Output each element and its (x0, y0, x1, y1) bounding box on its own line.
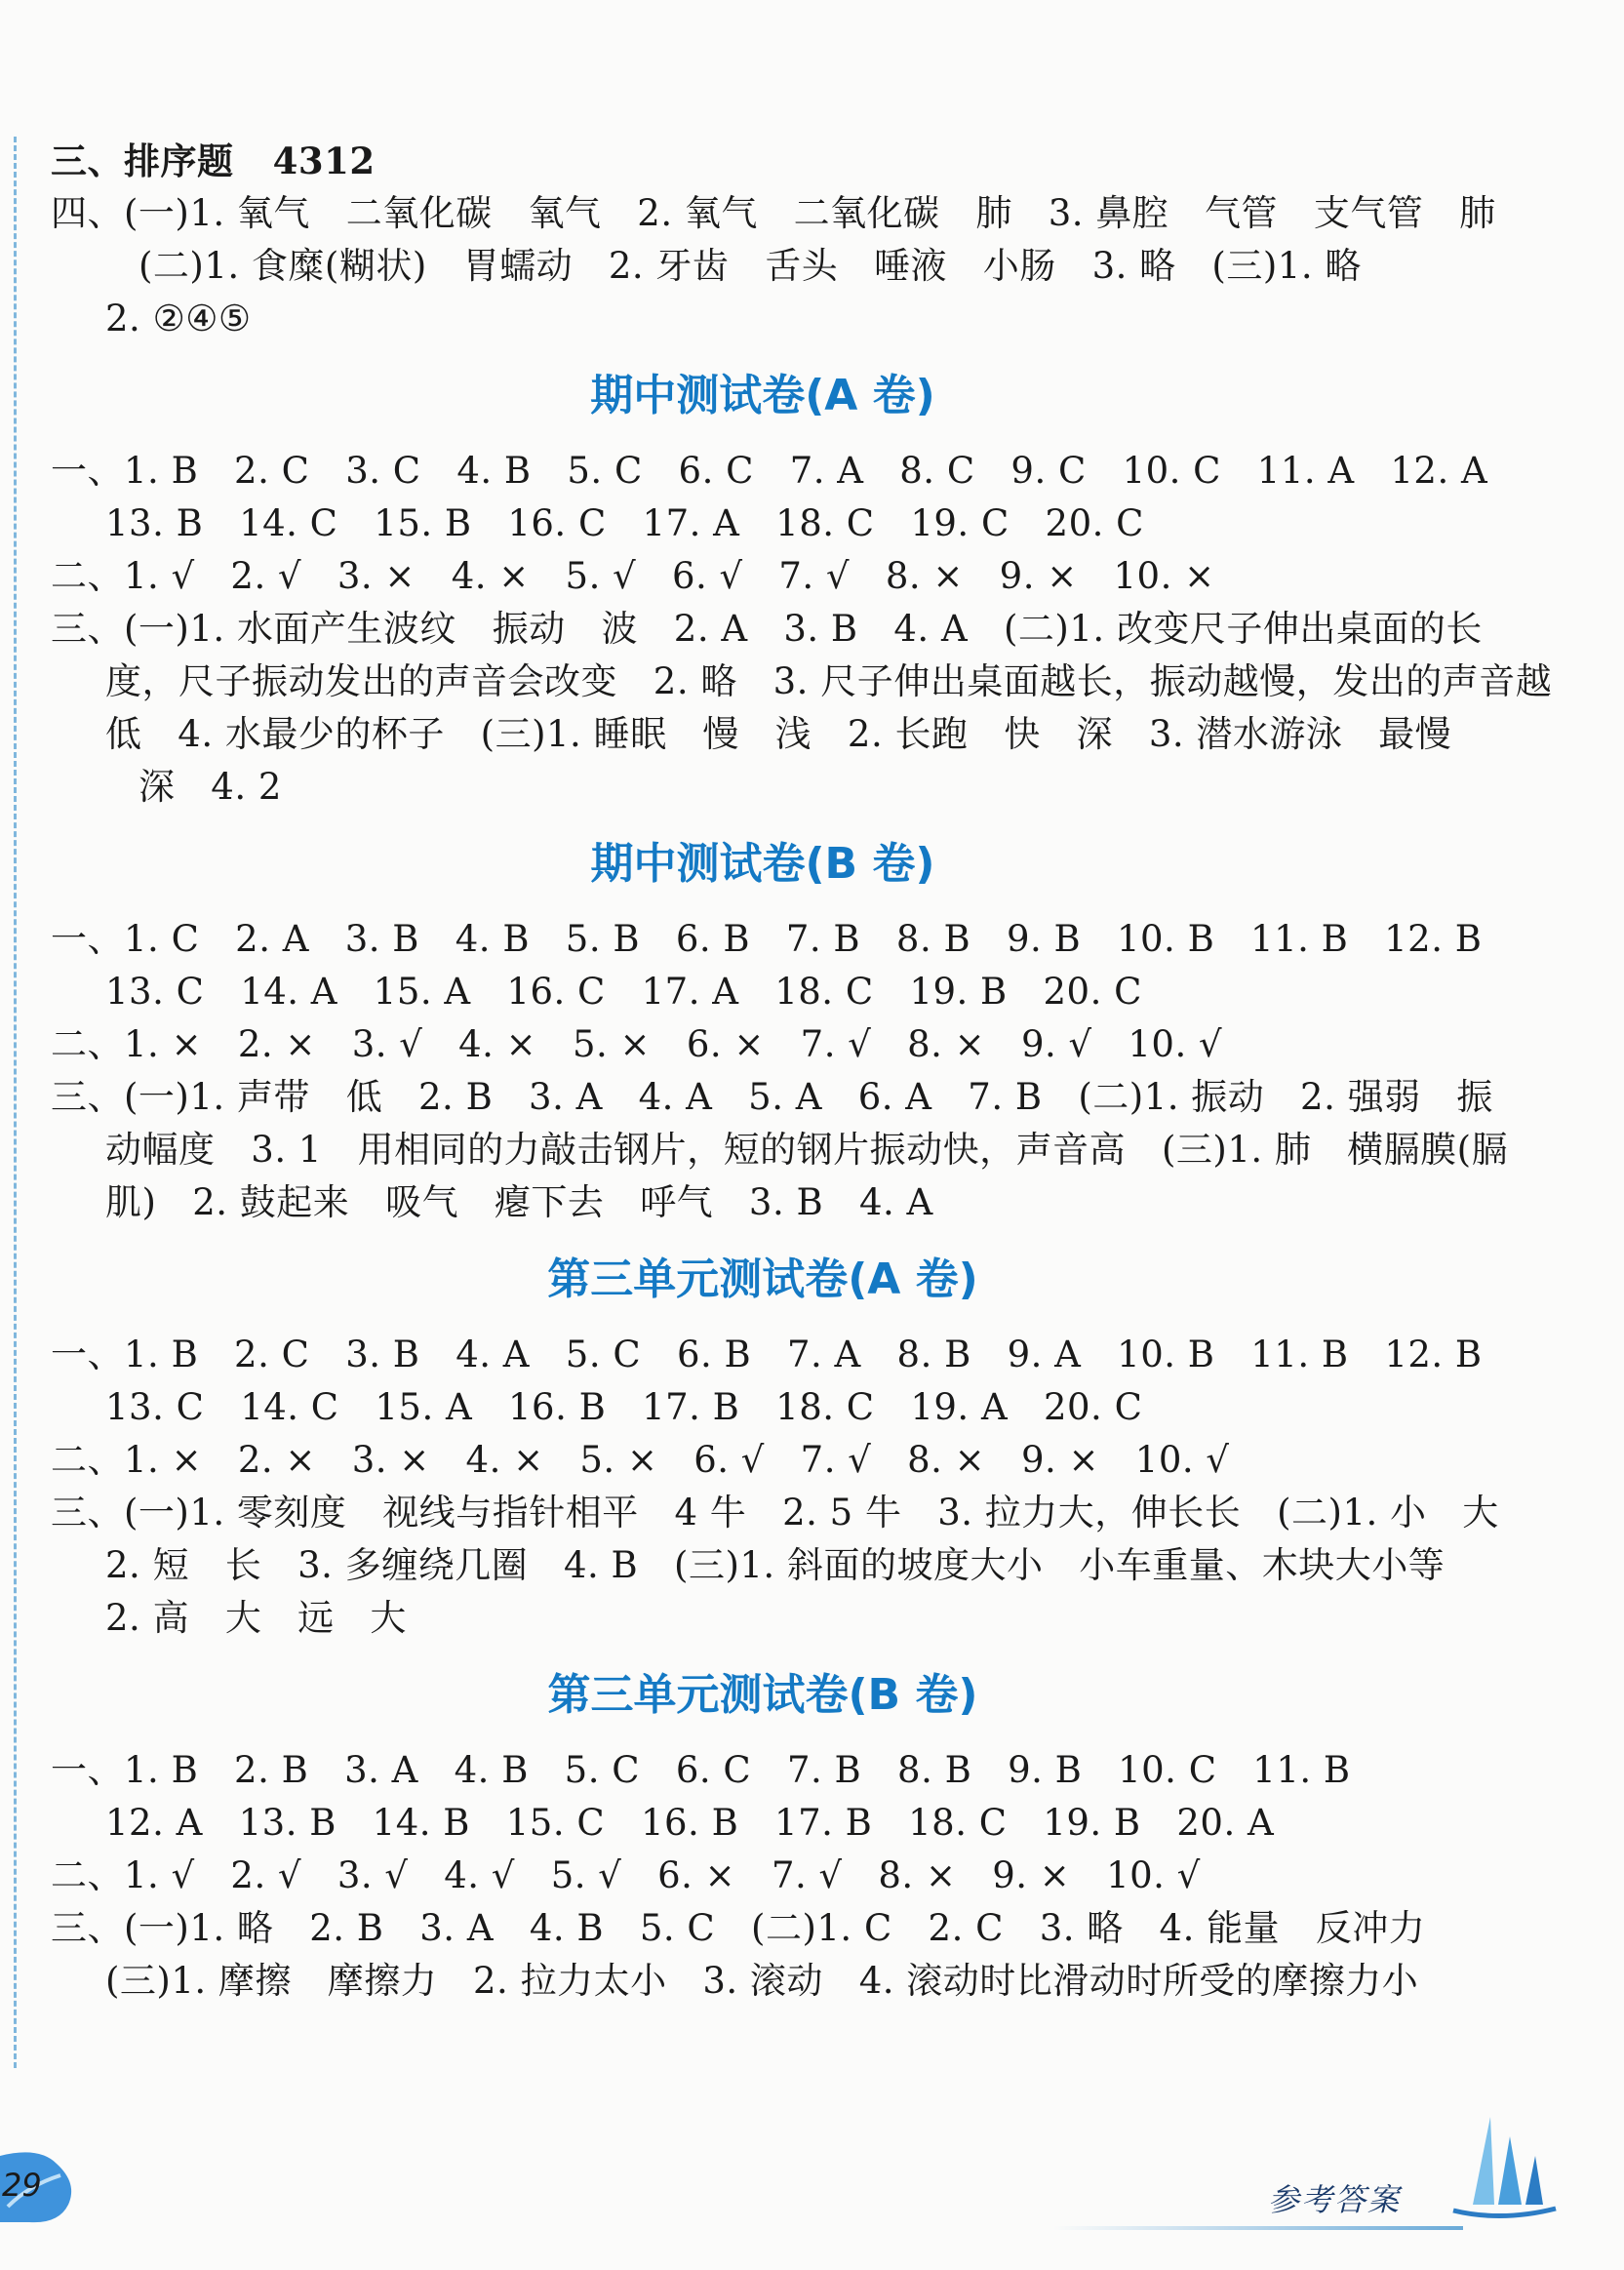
answer-line: 三、(一)1. 略 2. B 3. A 4. B 5. C (二)1. C 2. C 3. 略 4. 能量 反冲力 (51, 1907, 1426, 1949)
answer-line: 一、1. B 2. C 3. C 4. B 5. C 6. C 7. A 8. C 9. C 10. C 11. A 12. A (51, 450, 1488, 492)
footer-label: 参考答案 (1268, 2181, 1402, 2218)
answer-line: 三、(一)1. 零刻度 视线与指针相平 4 牛 2. 5 牛 3. 拉力大，伸长长 (二)1. 小 大 (51, 1492, 1499, 1533)
answer-line: 二、1. × 2. × 3. √ 4. × 5. × 6. × 7. √ 8. × 9. √ 10. √ (51, 1023, 1223, 1065)
answer-line: 二、1. × 2. × 3. × 4. × 5. × 6. √ 7. √ 8. × 9. × 10. √ (51, 1439, 1230, 1481)
answer-line: 二、1. √ 2. √ 3. √ 4. √ 5. √ 6. × 7. √ 8. × 9. × 10. √ (51, 1854, 1201, 1896)
answer-line: 低 4. 水最少的杯子 (三)1. 睡眠 慢 浅 2. 长跑 快 深 3. 潜水游泳 最慢 (105, 713, 1452, 755)
answer-line: 一、1. B 2. C 3. B 4. A 5. C 6. B 7. A 8. B 9. A 10. B 11. B 12. B (51, 1334, 1483, 1375)
footer-rule (1053, 2226, 1463, 2230)
answer-line: 12. A 13. B 14. B 15. C 16. B 17. B 18. C 19. B 20. A (105, 1802, 1275, 1844)
section-title: 第三单元测试卷(A 卷) (547, 1254, 978, 1304)
answer-line: 2. 短 长 3. 多缠绕几圈 4. B (三)1. 斜面的坡度大小 小车重量、木块大小等 (105, 1544, 1446, 1586)
answer-line: 度，尺子振动发出的声音会改变 2. 略 3. 尺子伸出桌面越长，振动越慢，发出的声音越 (105, 660, 1553, 702)
answer-line: 二、1. √ 2. √ 3. × 4. × 5. √ 6. √ 7. √ 8. × 9. × 10. × (51, 555, 1215, 597)
answer-line: 2. ②④⑤ (105, 298, 252, 339)
answer-line: 四、(一)1. 氧气 二氧化碳 氧气 2. 氧气 二氧化碳 肺 3. 鼻腔 气管 支气管 肺 (51, 192, 1496, 234)
binding-margin-line (14, 137, 17, 2068)
answer-line: 13. C 14. C 15. A 16. B 17. B 18. C 19. A 20. C (105, 1386, 1143, 1428)
section-title: 期中测试卷(B 卷) (590, 839, 935, 889)
answer-line: 三、(一)1. 声带 低 2. B 3. A 4. A 5. A 6. A 7. B (二)1. 振动 2. 强弱 振 (51, 1076, 1493, 1118)
section-title: 期中测试卷(A 卷) (590, 371, 935, 420)
answer-line: 2. 高 大 远 大 (105, 1597, 407, 1639)
section-title: 第三单元测试卷(B 卷) (547, 1670, 978, 1720)
answer-line: 13. B 14. C 15. B 16. C 17. A 18. C 19. C 20. C (105, 502, 1144, 544)
answer-key-content (51, 135, 1553, 2008)
answer-line: 动幅度 3. 1 用相同的力敲击钢片，短的钢片振动快，声音高 (三)1. 肺 横膈膜(膈 (105, 1129, 1509, 1171)
answer-line: 肌) 2. 鼓起来 吸气 瘪下去 呼气 3. B 4. A (105, 1181, 933, 1223)
answer-line: 一、1. C 2. A 3. B 4. B 5. B 6. B 7. B 8. B 9. B 10. B 11. B 12. B (51, 918, 1483, 960)
answer-line: 13. C 14. A 15. A 16. C 17. A 18. C 19. B 20. C (105, 971, 1142, 1013)
answer-line: 三、排序题 4312 (51, 139, 376, 182)
answer-line: 三、(一)1. 水面产生波纹 振动 波 2. A 3. B 4. A (二)1. 改变尺子伸出桌面的长 (51, 608, 1483, 650)
page-number: 29 (2, 2167, 42, 2204)
sailboat-decoration-icon (1434, 2097, 1561, 2234)
answer-line: 一、1. B 2. B 3. A 4. B 5. C 6. C 7. B 8. B 9. B 10. C 11. B (51, 1749, 1351, 1791)
answer-line: 深 4. 2 (139, 766, 282, 808)
answer-line: (二)1. 食糜(糊状) 胃蠕动 2. 牙齿 舌头 唾液 小肠 3. 略 (三)1. 略 (139, 245, 1362, 287)
answer-line: (三)1. 摩擦 摩擦力 2. 拉力太小 3. 滚动 4. 滚动时比滑动时所受的摩擦力小 (105, 1960, 1419, 2002)
